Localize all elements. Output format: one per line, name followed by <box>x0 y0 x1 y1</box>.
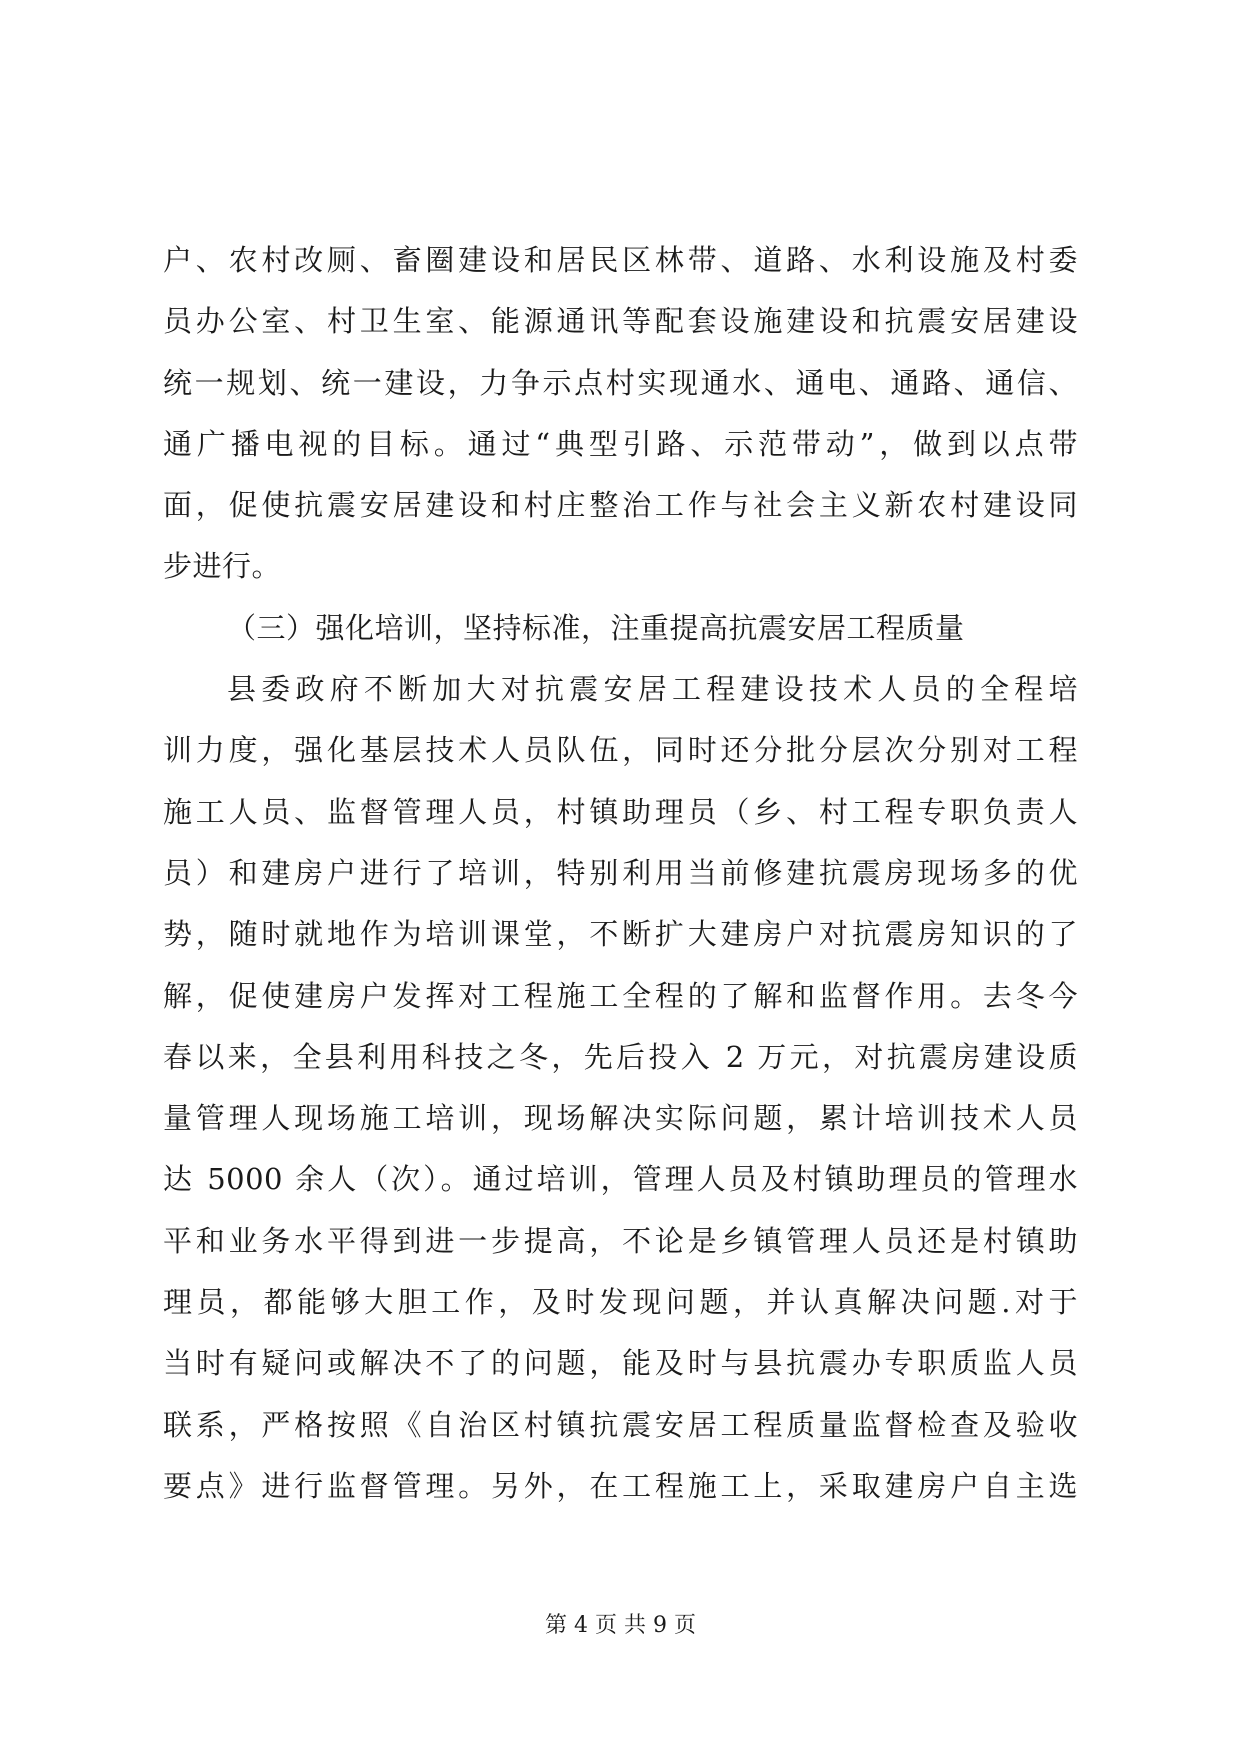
text-line: 春以来，全县利用科技之冬，先后投入 2 万元，对抗震房建设质 <box>163 1039 1078 1074</box>
text-line: 要点》进行监督管理。另外，在工程施工上，采取建房户自主选 <box>163 1468 1078 1503</box>
text-line: 通广播电视的目标。通过“典型引路、示范带动”，做到以点带 <box>163 426 1078 461</box>
text-line: 统一规划、统一建设，力争示点村实现通水、通电、通路、通信、 <box>163 365 1078 400</box>
text-line: 当时有疑问或解决不了的问题，能及时与县抗震办专职质监人员 <box>163 1346 1078 1381</box>
text-line: 解，促使建房户发挥对工程施工全程的了解和监督作用。去冬今 <box>163 978 1078 1013</box>
text-line: 达 5000 余人（次）。通过培训，管理人员及村镇助理员的管理水 <box>163 1162 1078 1197</box>
text-line: 平和业务水平得到进一步提高，不论是乡镇管理人员还是村镇助 <box>163 1223 1078 1258</box>
text-line: 员办公室、村卫生室、能源通讯等配套设施建设和抗震安居建设 <box>163 304 1078 339</box>
text-line: 训力度，强化基层技术人员队伍，同时还分批分层次分别对工程 <box>163 733 1078 768</box>
text-line: 步进行。 <box>163 549 282 584</box>
text-line: 联系，严格按照《自治区村镇抗震安居工程质量监督检查及验收 <box>163 1407 1078 1442</box>
section-heading: （三）强化培训，坚持标准，注重提高抗震安居工程质量 <box>227 610 965 645</box>
page-footer: 第 4 页 共 9 页 <box>545 1613 696 1638</box>
text-line: 量管理人现场施工培训，现场解决实际问题，累计培训技术人员 <box>163 1101 1078 1136</box>
text-line: 员）和建房户进行了培训，特别利用当前修建抗震房现场多的优 <box>163 855 1078 890</box>
text-line: 户、农村改厕、畜圈建设和居民区林带、道路、水利设施及村委 <box>163 243 1078 277</box>
body-text <box>163 230 1078 1517</box>
text-line: 县委政府不断加大对抗震安居工程建设技术人员的全程培 <box>227 672 1078 707</box>
text-line: 理员，都能够大胆工作，及时发现问题，并认真解决问题.对于 <box>163 1285 1078 1320</box>
text-line: 面，促使抗震安居建设和村庄整治工作与社会主义新农村建设同 <box>163 488 1078 523</box>
text-line: 施工人员、监督管理人员，村镇助理员（乡、村工程专职负责人 <box>163 794 1078 829</box>
text-line: 势，随时就地作为培训课堂，不断扩大建房户对抗震房知识的了 <box>163 917 1078 952</box>
